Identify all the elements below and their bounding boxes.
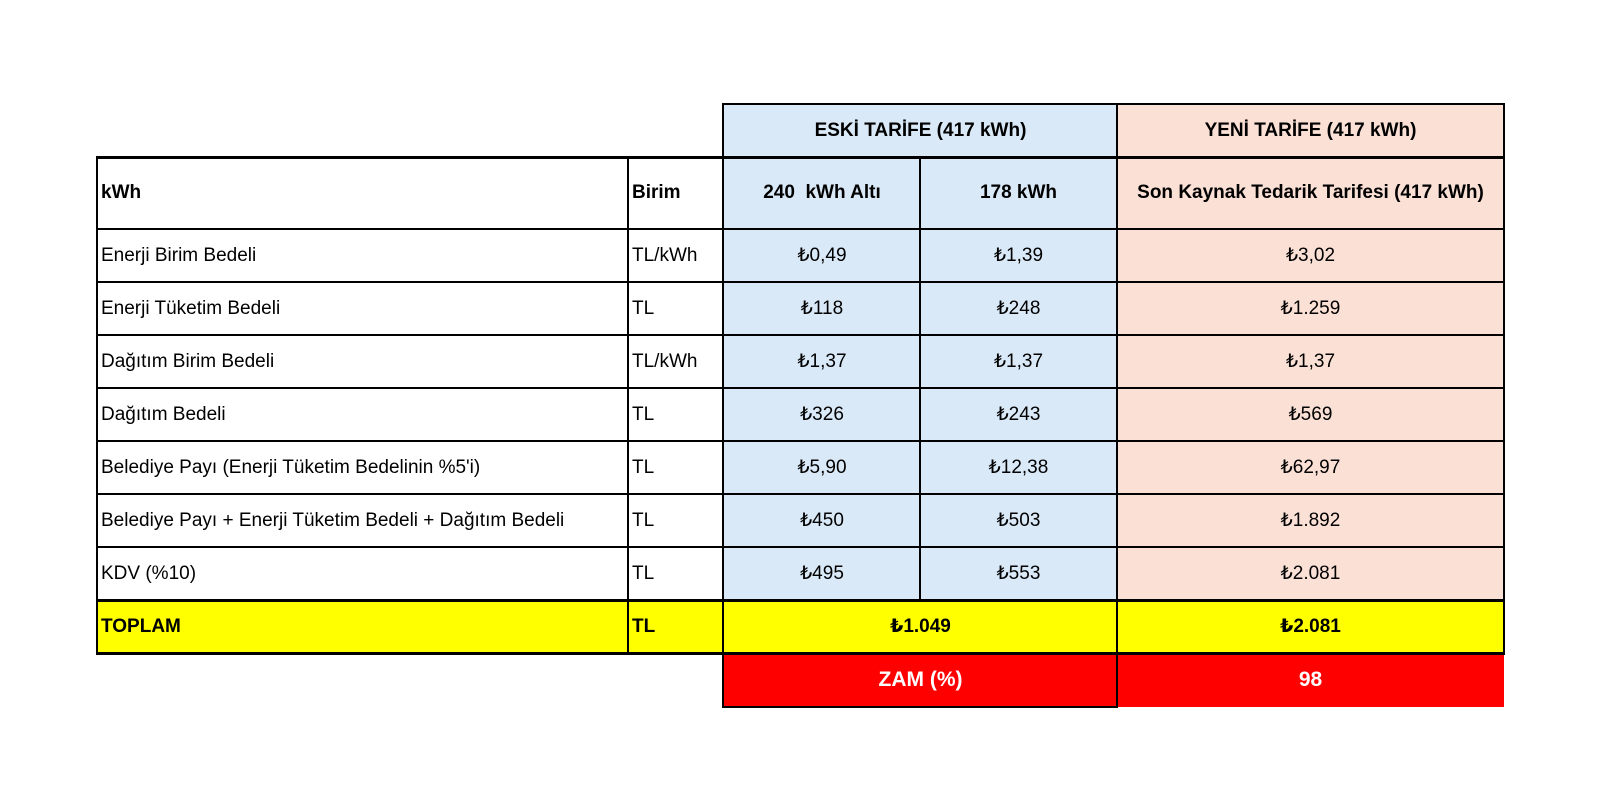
grid-line [96, 440, 1505, 442]
column-header-178-kwh: 178 kWh [920, 157, 1117, 229]
old-tariff-header: ESKİ TARİFE (417 kWh) [724, 104, 1117, 157]
total-label: TOPLAM [97, 600, 628, 653]
row-unit: TL [632, 297, 655, 319]
grid-line [96, 652, 1505, 655]
row-new-value: ₺3,02 [1117, 229, 1504, 282]
row-old-above-value: ₺553 [920, 547, 1117, 600]
row-old-above-value: ₺12,38 [920, 441, 1117, 494]
row-unit: TL/kWh [632, 244, 698, 266]
row-unit: TL [632, 509, 655, 531]
row-label: Belediye Payı + Enerji Tüketim Bedeli + Dağıtım Bedeli [101, 509, 565, 531]
increase-value: 98 [1117, 653, 1504, 707]
row-unit: TL [632, 562, 655, 584]
row-old-above-value: ₺243 [920, 388, 1117, 441]
row-new-value: ₺62,97 [1117, 441, 1504, 494]
grid-line [722, 103, 1505, 105]
column-header-below-240: 240 kWh Altı [724, 157, 920, 229]
row-old-below-value: ₺118 [724, 282, 920, 335]
grid-line [96, 156, 98, 655]
row-old-above-value: ₺248 [920, 282, 1117, 335]
row-old-below-value: ₺0,49 [724, 229, 920, 282]
increase-label: ZAM (%) [724, 653, 1117, 707]
row-new-value: ₺1,37 [1117, 335, 1504, 388]
grid-line [96, 599, 1505, 602]
grid-line [722, 103, 724, 708]
grid-line [96, 546, 1505, 548]
row-label: Dağıtım Bedeli [101, 403, 226, 425]
row-old-above-value: ₺503 [920, 494, 1117, 547]
row-label: Belediye Payı (Enerji Tüketim Bedelinin %5'i) [101, 456, 481, 478]
new-tariff-header: YENİ TARİFE (417 kWh) [1117, 104, 1504, 157]
row-label: Dağıtım Birim Bedeli [101, 350, 275, 372]
grid-line [627, 156, 629, 655]
grid-line [96, 228, 1505, 230]
row-old-below-value: ₺495 [724, 547, 920, 600]
grid-line [722, 706, 1118, 708]
row-new-value: ₺1.259 [1117, 282, 1504, 335]
row-old-below-value: ₺326 [724, 388, 920, 441]
total-unit: TL [628, 600, 724, 653]
column-header-unit: Birim [632, 182, 681, 203]
total-old-value: ₺1.049 [724, 600, 1117, 653]
grid-line [96, 387, 1505, 389]
grid-line [1503, 103, 1505, 655]
row-old-above-value: ₺1,37 [920, 335, 1117, 388]
row-label: Enerji Tüketim Bedeli [101, 297, 281, 319]
column-header-new-tariff: Son Kaynak Tedarik Tarifesi (417 kWh) [1117, 157, 1504, 229]
row-unit: TL [632, 456, 655, 478]
grid-line [96, 334, 1505, 336]
row-new-value: ₺1.892 [1117, 494, 1504, 547]
row-unit: TL [632, 403, 655, 425]
row-new-value: ₺2.081 [1117, 547, 1504, 600]
row-old-below-value: ₺5,90 [724, 441, 920, 494]
grid-line [1116, 103, 1118, 708]
row-old-above-value: ₺1,39 [920, 229, 1117, 282]
row-label: KDV (%10) [101, 562, 197, 584]
total-new-value: ₺2.081 [1117, 600, 1504, 653]
grid-line [96, 156, 1505, 159]
row-label: Enerji Birim Bedeli [101, 244, 257, 266]
grid-line [96, 281, 1505, 283]
row-new-value: ₺569 [1117, 388, 1504, 441]
row-unit: TL/kWh [632, 350, 698, 372]
row-old-below-value: ₺450 [724, 494, 920, 547]
grid-line [919, 156, 921, 601]
column-header-kwh: kWh [101, 182, 142, 203]
row-old-below-value: ₺1,37 [724, 335, 920, 388]
grid-line [96, 493, 1505, 495]
